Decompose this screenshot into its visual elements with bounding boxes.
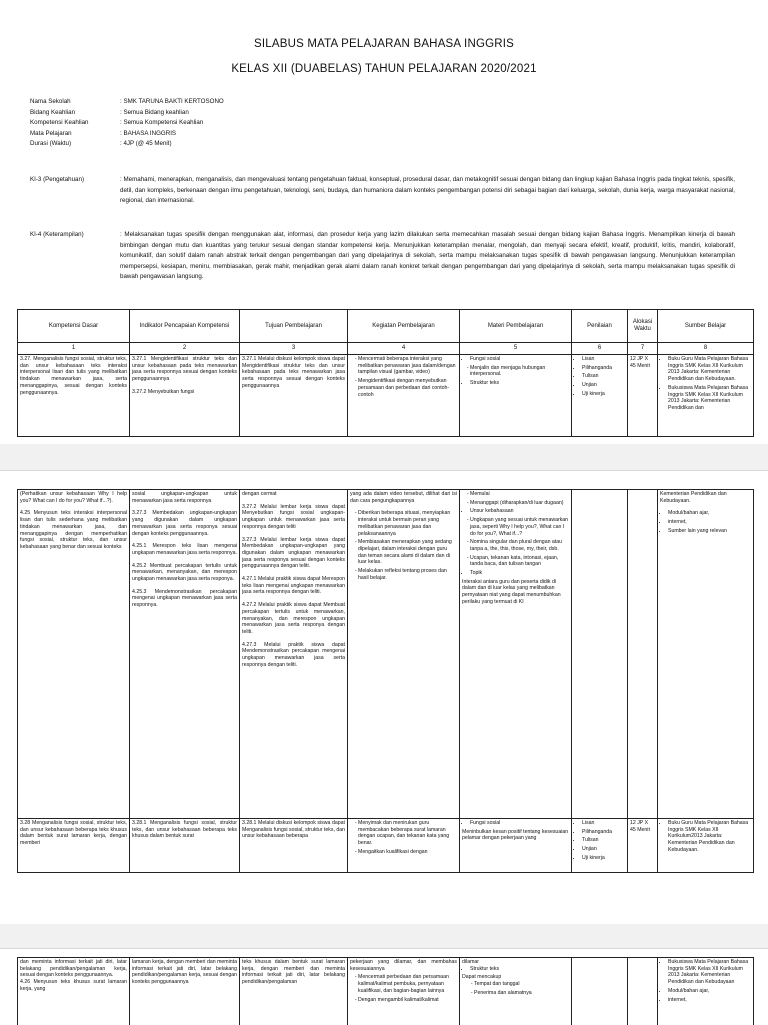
list-item: - Memulai bbox=[470, 491, 569, 498]
table-row bbox=[18, 819, 754, 873]
list-item: • Tulisan bbox=[582, 837, 625, 844]
identity-block bbox=[30, 97, 420, 150]
kd-text: dan meminta informasi terkait jati diri, latar belakang pendidikan/pengalaman kerja, sesuai dengan konteks penggunaannya. 4.26 Menyusun teks khusus surat lamaran kerja, yang bbox=[20, 959, 127, 993]
kd-text: 3.27. Menganalisis fungsi sosial, struktur teks, dan unsur kebahasaan teks interaksi interpersonal lisan dan tulis yang melibatkan tindakan menawarkan jasa, serta menanggapinya, sesuai dengan konteks penggunaannya. bbox=[20, 356, 127, 396]
identity-label: Bidang Keahlian bbox=[30, 108, 120, 119]
material-cell bbox=[460, 355, 572, 437]
material-list bbox=[462, 981, 569, 996]
identity-value: : SMK TARUNA BAKTI KERTOSONO bbox=[120, 97, 420, 108]
time-cell bbox=[628, 819, 658, 873]
assessment-cell bbox=[572, 958, 628, 1025]
assessment-cell bbox=[572, 490, 628, 819]
column-number-row bbox=[18, 343, 754, 355]
list-item: • Uji kinerja bbox=[582, 855, 625, 862]
column-header: Kompetensi Dasar bbox=[18, 310, 130, 343]
column-number: 7 bbox=[628, 343, 658, 355]
identity-row bbox=[30, 129, 420, 140]
list-item: • Topik bbox=[470, 570, 569, 577]
source-list bbox=[660, 820, 751, 854]
page-1 bbox=[0, 0, 768, 444]
kd-cell bbox=[18, 490, 130, 819]
list-item: • internet, bbox=[668, 997, 751, 1004]
page-gap bbox=[0, 924, 768, 948]
time-text: 12 JP X 45 Menit bbox=[630, 820, 655, 833]
document-title: SILABUS MATA PELAJARAN BAHASA INGGRIS bbox=[0, 38, 768, 50]
ki3-text: : Memahami, menerapkan, menganalisis, dan mengevaluasi tentang pengetahuan faktual, konseptual, prosedural dasar, dan metakognitif sesuai dengan bidang dan lingkup kajian Bahasa Inggris pada tingkat teknis, spesifik, detil, dan kompleks, berkenaan dengan ilmu pengetahuan, teknologi, seni, budaya, dan humaniora dalam konteks pengembangan potensi diri sebagai bagian dari keluarga, sekolah, dunia kerja, warga masyarakat nasional, regional, dan internasional. bbox=[120, 175, 735, 207]
indicator-text: 4.25.3 Mendemonstrasikan percakapan mengenai ungkapan menawarkan jasa serta responnya. bbox=[132, 589, 237, 609]
indicator-text: sosial ungkapan-ungkapan untuk menawarkan jasa serta responnya bbox=[132, 491, 237, 504]
material-text: Interaksi antara guru dan peserta didik di dalam dan di luar kelas yang melibatkan pernyataan niat yang dapat menumbuhkan perilaku yang termuat di KI bbox=[462, 579, 569, 606]
column-number: 5 bbox=[460, 343, 572, 355]
objective-text: 4.27.3 Melalui praktik siswa dapat Mendemonstrasikan percakapan mengenai ungkapan menawarkan jasa serta responnya dengan teliti. bbox=[242, 642, 345, 669]
source-list bbox=[660, 510, 751, 534]
ki3-block bbox=[30, 175, 735, 207]
page-3 bbox=[0, 948, 768, 1025]
list-item: - Ucapan, tekanan kata, intonasi, ejaan, tanda baca, dan tulisan tangan bbox=[470, 555, 569, 568]
list-item: • Lisan bbox=[582, 356, 625, 363]
list-item: • Unsur kebahasaan bbox=[470, 508, 569, 515]
kd-cell bbox=[18, 958, 130, 1025]
objective-text: 4.27.1 Melalui praktik siswa dapat Merespon teks lisan mengenai ungkapan menawarkan jasa serta responnya dengan teliti. bbox=[242, 576, 345, 596]
indicator-cell bbox=[130, 958, 240, 1025]
identity-label: Kompetensi Keahlian bbox=[30, 118, 120, 129]
activity-cell bbox=[348, 958, 460, 1025]
list-item: • Bukusiswa Mata Pelajaran Bahasa Inggris SMK Kelas XII Kurikulum 2013 Jakarta: Kementerian Pendidikan dan bbox=[668, 385, 751, 412]
identity-value: : 4JP (@ 45 Menit) bbox=[120, 139, 420, 150]
kd-cell bbox=[18, 355, 130, 437]
indicator-text: 4.25.2 Membuat percakapan tertulis untuk menawarkan, menanyakan, dan merespon ungkapan menawarkan jasa serta responya. bbox=[132, 563, 237, 583]
ki4-block bbox=[30, 230, 735, 283]
indicator-text: 3.27.1 Mengidentifikasi struktur teks dan unsur kebahasaan pada teks menawarkan jasa serta responnya sesuai dengan konteks penggunaannya bbox=[132, 356, 237, 383]
material-cell bbox=[460, 819, 572, 873]
objective-text: teks khusus dalam bentuk surat lamaran kerja, dengan memberi dan meminta informasi terkait jati diri, latar belakang pendidikan/pengalaman bbox=[242, 959, 345, 986]
indicator-cell bbox=[130, 355, 240, 437]
objective-cell bbox=[240, 490, 348, 819]
indicator-text: 3.27.3 Membedakan ungkapan-ungkapan yang digunakan dalam ungkapan menawarkan jasa serta responya sesuai dengan konteks penggunaannya. bbox=[132, 510, 237, 537]
list-item: • Buku Guru Mata Pelajaran Bahasa Inggris SMK Kelas XII Kurikulum 2013 Jakarta: Kementerian Pendidikan dan Kebudayaan. bbox=[668, 356, 751, 383]
column-number: 2 bbox=[130, 343, 240, 355]
page-2 bbox=[0, 470, 768, 925]
activity-list bbox=[350, 820, 457, 856]
objective-text: 3.27.3 Melalui lembar kerja siswa dapat Membedakan ungkapan-ungkapan yang digunakan dalam ungkapan menawarkan jasa serta responya sesuai dengan konteks penggunaannya dengan teliti. bbox=[242, 537, 345, 571]
list-item: • Uji kinerja bbox=[582, 391, 625, 398]
column-number: 3 bbox=[240, 343, 348, 355]
column-header: Alokasi Waktu bbox=[628, 310, 658, 343]
indicator-text: 4.25.1 Merespon teks lisan mengenai ungkapan menawarkan jasa serta responnya. bbox=[132, 543, 237, 556]
activity-cell bbox=[348, 819, 460, 873]
identity-row bbox=[30, 139, 420, 150]
list-item: • Fungsi sosial bbox=[470, 820, 569, 827]
identity-row bbox=[30, 108, 420, 119]
objective-cell bbox=[240, 958, 348, 1025]
list-item: • Unjian bbox=[582, 846, 625, 853]
list-item: • Struktur teks bbox=[470, 966, 569, 973]
ki4-label: KI-4 (Keterampilan) bbox=[30, 230, 120, 283]
table-row bbox=[18, 355, 754, 437]
identity-row bbox=[30, 118, 420, 129]
source-text: Kementerian Pendidikan dan Kebudayaan. bbox=[660, 491, 751, 504]
list-item: - Diberikan beberapa situasi, menyiapkan interaksi untuk bermain peran yang melibatkan penawaran jasa dan pelaksanaannya bbox=[358, 510, 457, 537]
objective-text: dengan cermat bbox=[242, 491, 345, 498]
table-header-row bbox=[18, 310, 754, 343]
document-subtitle: KELAS XII (DUABELAS) TAHUN PELAJARAN 2020/2021 bbox=[0, 63, 768, 75]
objective-text: 3.28.1 Melalui diskusi kelompok siswa dapat Menganalisis fungsi sosial, struktur teks, dan unsur kebahasaan beberapa bbox=[242, 820, 345, 840]
column-header: Sumber Belajar bbox=[658, 310, 754, 343]
time-text: 12 JP X 45 Menit bbox=[630, 356, 655, 369]
list-item: - Ungkapan yang sesuai untuk menawarkan jasa, seperti Why I help you?, What can I do for you?, What if...? bbox=[470, 517, 569, 537]
column-number: 8 bbox=[658, 343, 754, 355]
syllabus-table-continued bbox=[17, 957, 754, 1025]
list-item: • Pilihanganda bbox=[582, 829, 625, 836]
indicator-cell bbox=[130, 490, 240, 819]
list-item: - Menjalin dan menjaga hubungan interpersonal. bbox=[470, 365, 569, 378]
list-item: - Menanggapi (diharapkan/di luar dugaan) bbox=[470, 500, 569, 507]
activity-list bbox=[350, 510, 457, 581]
activity-list bbox=[350, 356, 457, 398]
objective-text: 3.27.1 Melalui diskusi kelompok siswa dapat Mengidentifikasi struktur teks dan unsur kebahasaan pada teks menawarkan jasa serta responnya sesuai dengan konteks penggunaannya bbox=[242, 356, 345, 390]
source-cell bbox=[658, 958, 754, 1025]
list-item: • Modul/bahan ajar, bbox=[668, 988, 751, 995]
column-number: 6 bbox=[572, 343, 628, 355]
material-list bbox=[462, 966, 569, 973]
identity-row bbox=[30, 97, 420, 108]
source-cell bbox=[658, 355, 754, 437]
source-cell bbox=[658, 819, 754, 873]
list-item: • Modul/bahan ajar, bbox=[668, 510, 751, 517]
list-item: • Struktur teks bbox=[470, 380, 569, 387]
kd-cell bbox=[18, 819, 130, 873]
column-header: Tujuan Pembelajaran bbox=[240, 310, 348, 343]
list-item: • Tulisan bbox=[582, 373, 625, 380]
list-item: - Mengidentifikasi dengan menyebutkan persamaan dan perbedaan dari contoh-contoh bbox=[358, 378, 457, 398]
identity-label: Nama Sekolah bbox=[30, 97, 120, 108]
list-item: • Fungsi sosial bbox=[470, 356, 569, 363]
material-list bbox=[462, 820, 569, 827]
objective-text: 3.27.2 Melalui lembar kerja siswa dapat Menyebutkan fungsi sosial ungkapan-ungkapan untuk menawarkan jasa serta responnya dengan teliti bbox=[242, 504, 345, 531]
objective-cell bbox=[240, 355, 348, 437]
list-item: • Unjian bbox=[582, 382, 625, 389]
kd-note: (Perhatikan unsur kebahasaan Why I help you? What can I do for you? What if...?). bbox=[20, 491, 127, 504]
list-item: - Dengan mengambil kalimat/kalimat bbox=[358, 997, 457, 1004]
material-list bbox=[462, 491, 569, 506]
material-list bbox=[462, 570, 569, 577]
material-text: Dapat mencakup bbox=[462, 974, 569, 981]
time-cell bbox=[628, 355, 658, 437]
material-cell bbox=[460, 490, 572, 819]
table-row bbox=[18, 958, 754, 1025]
column-header: Penilaian bbox=[572, 310, 628, 343]
list-item: - Penerima dan alamatnya bbox=[474, 990, 569, 997]
identity-value: : Semua Bidang keahlian bbox=[120, 108, 420, 119]
source-list bbox=[660, 356, 751, 412]
list-item: • Buku Guru Mata Pelajaran Bahasa Inggris SMK Kelas XII Kurikulum2013 Jakarta: Kementerian Pendidikan dan Kebudayaan. bbox=[668, 820, 751, 854]
assessment-cell bbox=[572, 355, 628, 437]
syllabus-table-continued bbox=[17, 489, 754, 873]
assessment-list bbox=[574, 356, 625, 398]
identity-value: : Semua Kompetensi Keahlian bbox=[120, 118, 420, 129]
list-item: - Mengaitkan kualifikasi dengan bbox=[358, 849, 457, 856]
list-item: - Mencermati perbedaan dan persamaan kalimat/kalimat pembuka, pernyataan kualifikasi, dan bagian-bagian lainnya bbox=[358, 974, 457, 994]
source-list bbox=[660, 959, 751, 1003]
list-item: • Pilihanganda bbox=[582, 365, 625, 372]
list-item: - Membiasakan menerapkan yang sedang dipelajari, dalam interaksi dengan guru dan teman secara alami di dalam dan di luar kelas. bbox=[358, 539, 457, 566]
time-cell bbox=[628, 490, 658, 819]
list-item: - Tempat dan tanggal bbox=[474, 981, 569, 988]
column-header: Indikator Pencapaian Kompetensi bbox=[130, 310, 240, 343]
list-item: • Bukusiswa Mata Pelajaran Bahasa Inggris SMK Kelas XII Kurikulum 2013 Jakarta: Kementerian Pendidikan dan Kebudayaan bbox=[668, 959, 751, 986]
indicator-text: 3.27.2 Menyebutkan fungsi bbox=[132, 389, 237, 396]
list-item: • Lisan bbox=[582, 820, 625, 827]
column-header: Kegiatan Pembelajaran bbox=[348, 310, 460, 343]
activity-cell bbox=[348, 490, 460, 819]
assessment-list bbox=[574, 820, 625, 862]
list-item: - Mencermati beberapa interaksi yang melibatkan penawaran jasa dalam/dengan tampilan visual (gambar, video) bbox=[358, 356, 457, 376]
activity-list bbox=[350, 974, 457, 1003]
identity-label: Durasi (Waktu) bbox=[30, 139, 120, 150]
material-list bbox=[462, 508, 569, 515]
kd-text: 3.28 Menganalisis fungsi sosial, struktur teks, dan unsur kebahasaan beberapa teks khusus dalam bentuk surat lamaran kerja, dengan memberi bbox=[20, 820, 127, 847]
column-number: 1 bbox=[18, 343, 130, 355]
identity-label: Mata Pelajaran bbox=[30, 129, 120, 140]
time-cell bbox=[628, 958, 658, 1025]
list-item: - Melakukan refleksi tentang proses dan hasil belajar. bbox=[358, 568, 457, 581]
material-text: dilamar bbox=[462, 959, 569, 966]
identity-value: : BAHASA INGGRIS bbox=[120, 129, 420, 140]
kd-text: 4.25 Menyusun teks interaksi interpersonal lisan dan tulis sederhana yang melibatkan tindakan menawarkan jasa, dan menanggapinya dengan memperhatikan fungsi sosial, struktur teks, dan unsur kebahasaan yang benar dan sesuai konteks bbox=[20, 510, 127, 550]
material-cell bbox=[460, 958, 572, 1025]
column-number: 4 bbox=[348, 343, 460, 355]
activity-text: pekerjaan yang dilamar, dan membahas kesesuaiannya bbox=[350, 959, 457, 972]
column-header: Materi Pembelajaran bbox=[460, 310, 572, 343]
indicator-cell bbox=[130, 819, 240, 873]
material-list bbox=[462, 517, 569, 568]
ki3-label: KI-3 (Pengetahuan) bbox=[30, 175, 120, 207]
list-item: • Sumber lain yang relevan bbox=[668, 528, 751, 535]
list-item: - Menyimak dan menirukan guru membacakan beberapa surat lamaran dengan ucapan, dan tekanan kata yang benar. bbox=[358, 820, 457, 847]
activity-cell bbox=[348, 355, 460, 437]
list-item: • internet, bbox=[668, 519, 751, 526]
indicator-text: 3.28.1 Menganalisis fungsi sosial, struktur teks, dan unsur kebahasaan beberapa teks khusus dalam bentuk surat bbox=[132, 820, 237, 840]
ki4-text: : Melaksanakan tugas spesifik dengan menggunakan alat, informasi, dan prosedur kerja yang lazim dilakukan serta memecahkan masalah sesuai dengan bidang kajian Bahasa Inggris. Menampilkan kinerja di bawah bimbingan dengan mutu dan kuantitas yang terukur sesuai dengan standar kompetensi kerja. Menunjukkan keterampilan menalar, mengolah, dan menyaji secara efektif, kreatif, produktif, kritis, mandiri, kolaboratif, komunikatif, dan solutif dalam ranah abstrak terkait dengan pengembangan dari yang dipelajarinya di sekolah, serta mampu melaksanakan tugas spesifik di bawah pengawasan langsung. Menunjukkan keterampilan mempersepsi, kesiapan, meniru, membiasakan, gerak mahir, menjadikan gerak alami dalam ranah konkret terkait dengan pengembangan dari yang dipelajarinya di sekolah, serta mampu melaksanakan tugas spesifik di bawah pengawasan langsung. bbox=[120, 230, 735, 283]
indicator-text: lamaran kerja, dengan memberi dan meminta informasi terkait jati diri, latar belakang pendidikan/pengalaman kerja, sesuai dengan konteks penggunaannya bbox=[132, 959, 237, 986]
material-text: Meninbulkan kesan positif tentang kesesuaian pelamar dengan pekerjaan yang bbox=[462, 829, 569, 842]
material-list bbox=[462, 356, 569, 387]
list-item: - Nomina singular dan plural dengan atau tanpa a, the, this, those, my, their, dsb. bbox=[470, 539, 569, 552]
table-row bbox=[18, 490, 754, 819]
page-gap bbox=[0, 444, 768, 470]
activity-text: yang ada dalam video tersebut, dilihat dari isi dan cara pengungkapannya bbox=[350, 491, 457, 504]
objective-text: 4.27.2 Melalui praktik siswa dapat Membuat percakapan tertulis untuk menawarkan, menanyakan, dan merespon ungkapan menawarkan jasa serta responya dengan teliti. bbox=[242, 602, 345, 636]
source-cell bbox=[658, 490, 754, 819]
objective-cell bbox=[240, 819, 348, 873]
assessment-cell bbox=[572, 819, 628, 873]
syllabus-table bbox=[17, 309, 754, 437]
